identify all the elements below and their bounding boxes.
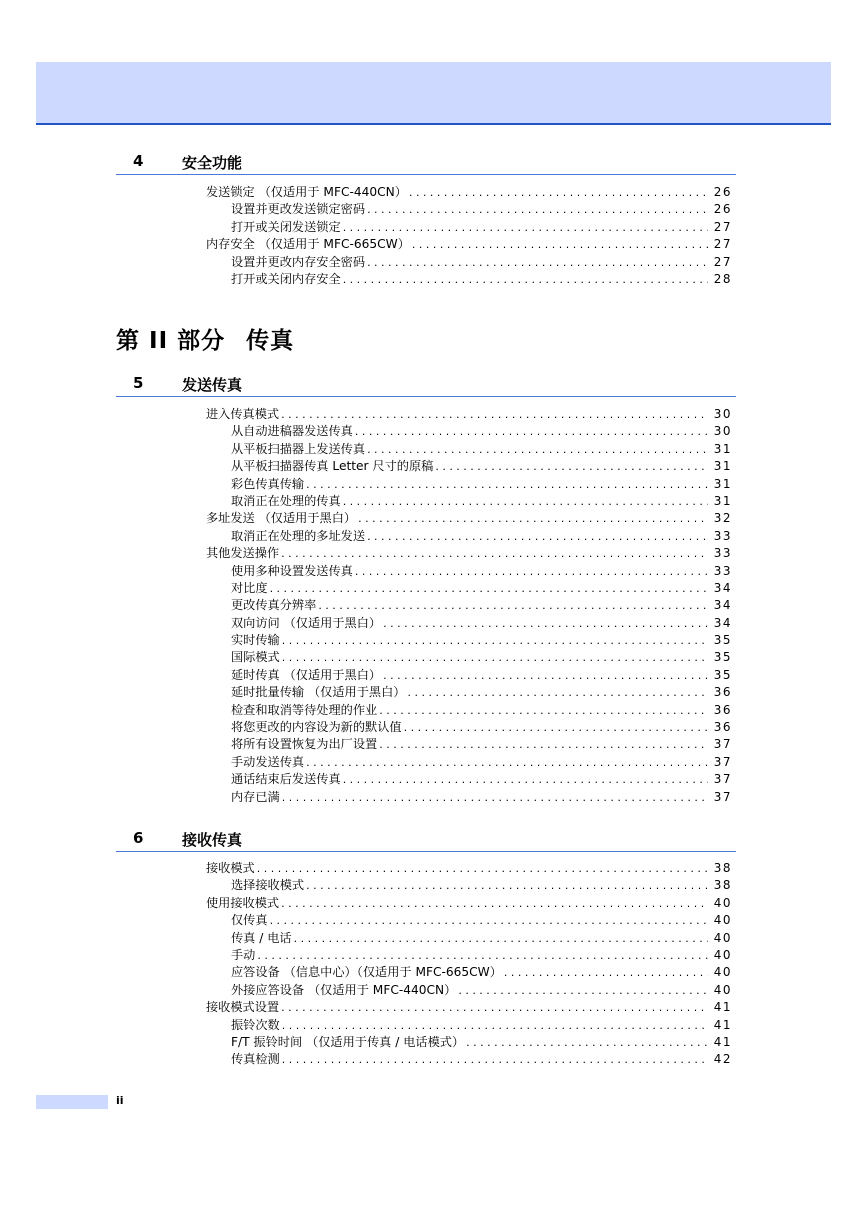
toc-entry-page: 28: [713, 271, 732, 286]
dot-leader: [304, 754, 708, 771]
toc-entry[interactable]: [206, 441, 732, 458]
toc-entry[interactable]: [206, 615, 732, 632]
toc-entry-page: 32: [713, 511, 732, 526]
toc-entry-page: 31: [713, 493, 732, 508]
toc-entry-page: 35: [713, 667, 732, 682]
dot-leader: [464, 1034, 708, 1051]
toc-entry-label: 设置并更改内存安全密码: [231, 254, 366, 269]
dot-leader: [280, 649, 708, 666]
toc-entry-page: 31: [713, 459, 732, 474]
toc-entry-label: 打开或关闭发送锁定: [231, 219, 341, 234]
toc-entry-page: 37: [713, 754, 732, 769]
toc-entry-label: 外接应答设备 （仅适用于 MFC-440CN）: [231, 982, 457, 997]
dot-leader: [356, 510, 708, 527]
toc-entry[interactable]: [206, 1051, 732, 1068]
toc-entry[interactable]: [206, 580, 732, 597]
toc-entry-label: 国际模式: [231, 650, 280, 665]
toc-entry[interactable]: [206, 982, 732, 999]
toc-entry[interactable]: [206, 236, 732, 253]
toc-list: [206, 860, 732, 1069]
toc-entry-page: 34: [713, 598, 732, 613]
toc-entry[interactable]: [206, 563, 732, 580]
toc-entry-label: 仅传真: [231, 913, 268, 928]
dot-leader: [341, 493, 708, 510]
footer-bar: [36, 1095, 108, 1109]
dot-leader: [279, 999, 708, 1016]
toc-entry[interactable]: [206, 1034, 732, 1051]
dot-leader: [502, 964, 708, 981]
toc-entry[interactable]: [206, 271, 732, 288]
toc-entry-label: 传真 / 电话: [231, 930, 292, 945]
toc-entry[interactable]: [206, 597, 732, 614]
dot-leader: [381, 615, 708, 632]
toc-entry-label: 接收模式设置: [206, 1000, 280, 1015]
toc-entry-label: 从平板扫描器传真 Letter 尺寸的原稿: [231, 459, 434, 474]
toc-entry[interactable]: [206, 476, 732, 493]
dot-leader: [407, 184, 708, 201]
chapter-title: 安全功能: [182, 154, 243, 172]
toc-entry-label: 更改传真分辨率: [231, 598, 317, 613]
dot-leader: [381, 667, 708, 684]
dot-leader: [255, 860, 708, 877]
toc-entry-label: 使用多种设置发送传真: [231, 563, 353, 578]
toc-entry-label: 内存安全 （仅适用于 MFC-665CW）: [206, 237, 410, 252]
page-header-band: [36, 62, 831, 123]
toc-entry-page: 41: [713, 1000, 732, 1015]
toc-entry-page: 34: [713, 580, 732, 595]
toc-entry-label: 延时传真 （仅适用于黑白）: [231, 667, 382, 682]
chapter-title: 发送传真: [182, 376, 243, 394]
toc-entry-label: 接收模式: [206, 861, 255, 875]
dot-leader: [365, 528, 708, 545]
dot-leader: [280, 789, 708, 806]
toc-entry-label: 从平板扫描器上发送传真: [231, 441, 366, 456]
part-label: 第 II 部分: [116, 328, 226, 354]
toc-entry-page: 31: [713, 441, 732, 456]
toc-entry-page: 33: [713, 546, 732, 561]
toc-entry-page: 36: [713, 685, 732, 700]
dot-leader: [456, 982, 707, 999]
toc-entry-page: 30: [713, 407, 732, 421]
toc-entry-page: 37: [713, 772, 732, 787]
dot-leader: [410, 236, 708, 253]
dot-leader: [280, 1017, 708, 1034]
toc-entry[interactable]: [206, 1017, 732, 1034]
dot-leader: [279, 895, 708, 912]
toc-entry-label: 振铃次数: [231, 1017, 280, 1032]
toc-entry[interactable]: [206, 964, 732, 981]
toc-entry-label: 多址发送 （仅适用于黑白）: [206, 511, 357, 526]
toc-entry-page: 26: [713, 185, 732, 199]
toc-list: [206, 184, 732, 288]
toc-entry-page: 33: [713, 563, 732, 578]
toc-entry-label: 从自动进稿器发送传真: [231, 424, 353, 439]
toc-entry[interactable]: [206, 702, 732, 719]
dot-leader: [292, 930, 708, 947]
toc-entry[interactable]: [206, 947, 732, 964]
toc-entry-page: 41: [713, 1034, 732, 1049]
part-title: 传真: [246, 328, 295, 354]
toc-entry-label: 手动: [231, 947, 256, 962]
dot-leader: [365, 201, 708, 218]
toc-entry[interactable]: [206, 406, 732, 423]
toc-entry-page: 30: [713, 424, 732, 439]
toc-entry-label: 打开或关闭内存安全: [231, 271, 341, 286]
toc-entry[interactable]: [206, 684, 732, 701]
toc-entry-page: 40: [713, 930, 732, 945]
toc-entry[interactable]: [206, 510, 732, 527]
toc-entry[interactable]: [206, 930, 732, 947]
toc-entry[interactable]: [206, 912, 732, 929]
toc-entry[interactable]: [206, 771, 732, 788]
toc-entry-label: 发送锁定 （仅适用于 MFC-440CN）: [206, 185, 407, 199]
toc-entry[interactable]: [206, 219, 732, 236]
toc-entry-page: 33: [713, 528, 732, 543]
toc-entry[interactable]: [206, 719, 732, 736]
toc-entry-label: 手动发送传真: [231, 754, 305, 769]
toc-entry[interactable]: [206, 545, 732, 562]
chapter-heading: [116, 152, 736, 175]
toc-entry-page: 31: [713, 476, 732, 491]
toc-entry-label: 对比度: [231, 580, 268, 595]
dot-leader: [280, 1051, 708, 1068]
toc-entry-label: 将您更改的内容设为新的默认值: [231, 720, 402, 735]
toc-entry-page: 36: [713, 702, 732, 717]
toc-entry-page: 38: [713, 878, 732, 893]
toc-entry-page: 37: [713, 737, 732, 752]
toc-entry-page: 40: [713, 895, 732, 910]
dot-leader: [280, 632, 708, 649]
toc-entry-page: 26: [713, 202, 732, 217]
toc-entry[interactable]: [206, 877, 732, 894]
toc-entry-label: 取消正在处理的传真: [231, 493, 341, 508]
toc-entry-label: 实时传输: [231, 633, 280, 648]
toc-entry[interactable]: [206, 632, 732, 649]
toc-entry-label: 使用接收模式: [206, 895, 280, 910]
dot-leader: [304, 877, 708, 894]
toc-entry-page: 41: [713, 1017, 732, 1032]
toc-entry[interactable]: [206, 184, 732, 201]
dot-leader: [377, 736, 707, 753]
toc-entry[interactable]: [206, 860, 732, 877]
dot-leader: [341, 771, 708, 788]
dot-leader: [279, 406, 708, 423]
toc-entry-page: 38: [713, 861, 732, 875]
dot-leader: [279, 545, 708, 562]
dot-leader: [365, 441, 708, 458]
toc-entry-page: 34: [713, 615, 732, 630]
part-heading: [116, 322, 294, 355]
toc-entry[interactable]: [206, 201, 732, 218]
page-header-rule: [36, 123, 831, 125]
chapter-number: 4: [133, 152, 144, 170]
dot-leader: [304, 476, 708, 493]
toc-entry[interactable]: [206, 667, 732, 684]
toc-entry-label: 检查和取消等待处理的作业: [231, 702, 378, 717]
toc-entry-label: 应答设备 （信息中心）（仅适用于 MFC-665CW）: [231, 965, 502, 980]
page-number: ii: [116, 1094, 124, 1107]
toc-entry[interactable]: [206, 423, 732, 440]
toc-entry[interactable]: [206, 999, 732, 1016]
toc-entry-label: 内存已满: [231, 789, 280, 804]
chapter-heading: [116, 829, 736, 852]
dot-leader: [341, 271, 708, 288]
toc-entry[interactable]: [206, 649, 732, 666]
chapter-number: 6: [133, 829, 144, 847]
dot-leader: [268, 912, 708, 929]
dot-leader: [255, 947, 707, 964]
toc-entry[interactable]: [206, 895, 732, 912]
dot-leader: [433, 458, 707, 475]
chapter-heading: [116, 374, 736, 397]
toc-entry-label: 设置并更改发送锁定密码: [231, 202, 366, 217]
toc-entry[interactable]: [206, 736, 732, 753]
toc-entry-page: 40: [713, 965, 732, 980]
toc-entry[interactable]: [206, 254, 732, 271]
toc-entry[interactable]: [206, 493, 732, 510]
toc-entry[interactable]: [206, 528, 732, 545]
toc-entry-page: 40: [713, 947, 732, 962]
dot-leader: [377, 702, 707, 719]
dot-leader: [316, 597, 707, 614]
toc-entry-label: 其他发送操作: [206, 546, 280, 561]
toc-entry-label: 选择接收模式: [231, 878, 305, 893]
toc-entry-page: 42: [713, 1052, 732, 1067]
toc-entry-label: 双向访问 （仅适用于黑白）: [231, 615, 382, 630]
toc-entry-label: 延时批量传输 （仅适用于黑白）: [231, 685, 406, 700]
toc-entry-page: 40: [713, 982, 732, 997]
chapter-title: 接收传真: [182, 831, 243, 849]
dot-leader: [341, 219, 708, 236]
dot-leader: [365, 254, 708, 271]
toc-entry-label: 进入传真模式: [206, 407, 280, 421]
dot-leader: [353, 423, 708, 440]
toc-entry-page: 36: [713, 720, 732, 735]
dot-leader: [402, 719, 708, 736]
toc-entry-page: 35: [713, 650, 732, 665]
toc-entry-label: F/T 振铃时间 （仅适用于传真 / 电话模式）: [231, 1034, 465, 1049]
toc-entry-label: 取消正在处理的多址发送: [231, 528, 366, 543]
toc-entry-label: 彩色传真传输: [231, 476, 305, 491]
chapter-number: 5: [133, 374, 144, 392]
toc-entry[interactable]: [206, 789, 732, 806]
toc-entry[interactable]: [206, 458, 732, 475]
toc-entry-label: 传真检测: [231, 1052, 280, 1067]
dot-leader: [406, 684, 708, 701]
toc-list: [206, 406, 732, 806]
toc-entry-page: 27: [713, 254, 732, 269]
toc-entry-label: 通话结束后发送传真: [231, 772, 341, 787]
toc-entry-page: 27: [713, 237, 732, 252]
toc-entry[interactable]: [206, 754, 732, 771]
toc-entry-page: 40: [713, 913, 732, 928]
toc-entry-page: 27: [713, 219, 732, 234]
dot-leader: [268, 580, 708, 597]
dot-leader: [353, 563, 708, 580]
toc-entry-label: 将所有设置恢复为出厂设置: [231, 737, 378, 752]
toc-entry-page: 37: [713, 789, 732, 804]
toc-entry-page: 35: [713, 633, 732, 648]
